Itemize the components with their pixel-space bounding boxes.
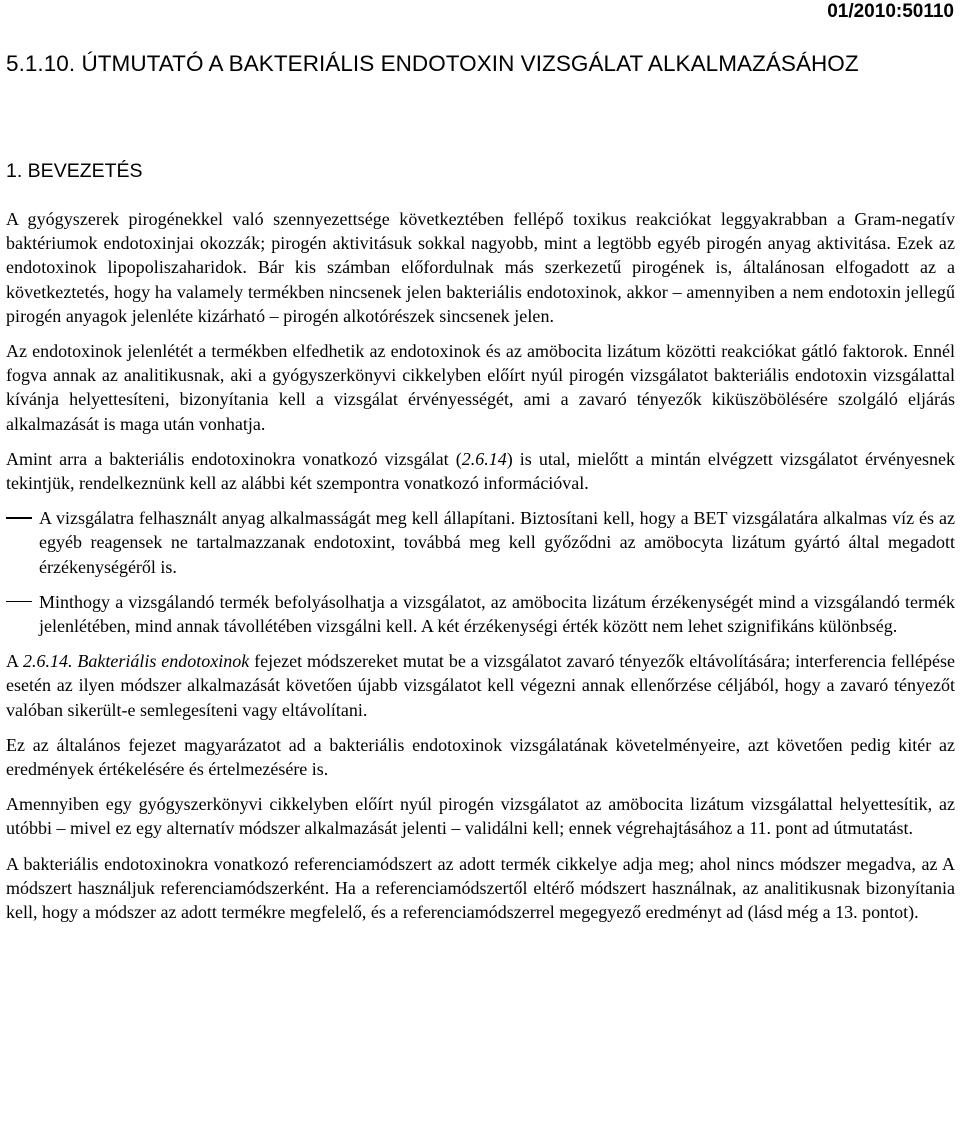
paragraph-methods xyxy=(6,649,955,722)
paragraph-methods-text-1: A xyxy=(6,651,23,672)
paragraph-reference-method: A bakteriális endotoxinokra vonatkozó referenciamódszert az adott termék cikkelye adja meg; ahol nincs módszer megadva, az A módszert használjuk referenciamódszerként. Ha a referenciamódszertől eltérő módszert használnak, az analitikusnak bizonyítania kell, hogy a módszer az adott termékre megfelelő, és a referenciamódszerrel megegyező eredményt ad (lásd még a 13. pontot). xyxy=(6,853,955,923)
chapter-reference: 2.6.14. Bakteriális endotoxinok xyxy=(22,651,250,672)
paragraph-methods-text-2: fejezet módszereket mutat be a vizsgálatot zavaró tényezők eltávolítására; interferencia fellépése esetén az ilyen módszer alkalmazását követően újabb vizsgálatot kell végezni annak ellenőrzése céljából, hogy a zavaró tényezőt valóban sikerült-e semlegesíteni vagy eltávolítani. xyxy=(6,651,955,720)
paragraph-intro: A gyógyszerek pirogénekkel való szennyezettsége következtében fellépő toxikus reakciókat leggyakrabban a Gram-negatív baktériumok endotoxinjai okozzák; pirogén aktivitásuk sokkal nagyobb, mint a legtöbb egyéb pirogén anyag aktivitása. Ezek az endotoxinok lipopoliszaharidok. Bár kis számban előfordulnak más szerkezetű pirogének is, általánosan elfogadott az a következtetés, hogy ha valamely termékben nincsenek jelen bakteriális endotoxinok, akkor – amennyiben a nem endotoxin jellegű pirogén anyagok jelenléte kizárható – pirogén alkotórészek sincsenek jelen. xyxy=(6,209,955,326)
paragraph-requirements xyxy=(6,447,955,495)
page-title: 5.1.10. ÚTMUTATÓ A BAKTERIÁLIS ENDOTOXIN VIZSGÁLAT ALKALMAZÁSÁHOZ xyxy=(6,51,859,76)
dash-bullet-icon xyxy=(6,590,39,638)
list-item xyxy=(6,506,955,579)
list-item xyxy=(6,590,955,638)
section-heading: 1. BEVEZETÉS xyxy=(6,160,143,182)
paragraph-interference: Az endotoxinok jelenlétét a termékben elfedhetik az endotoxinok és az amöbocita lizátum közötti reakciókat gátló faktorok. Ennél fogva annak az analitikusnak, aki a gyógyszerkönyvi cikkelyben előírt nyúl pirogén vizsgálatot bakteriális endotoxin vizsgálattal kívánja helyettesíteni, bizonyítania kell a vizsgálat érvényességét, ami a zavaró tényezők kiküszöbölésére szolgáló eljárás alkalmazását is maga után vonhatja. xyxy=(6,341,955,434)
dash-bullet-icon xyxy=(6,506,39,579)
chapter-reference: 2.6.14 xyxy=(461,448,507,469)
paragraph-requirements-text-1: Amint arra a bakteriális endotoxinokra vonatkozó vizsgálat ( xyxy=(6,448,462,469)
list-item-text: A vizsgálatra felhasznált anyag alkalmasságát meg kell állapítani. Biztosítani kell, hogy a BET vizsgálatára alkalmas víz és az egyéb reagensek ne tartalmazzanak endotoxint, továbbá meg kell győződni az amöbocyta lizátum gyártó által megadott érzékenységéről is. xyxy=(39,508,955,577)
list-item-text: Minthogy a vizsgálandó termék befolyásolhatja a vizsgálatot, az amöbocita lizátum érzékenységét mind a vizsgálandó termék jelenlétében, mind annak távollétében vizsgálni kell. A két érzékenységi érték között nem lehet szignifikáns különbség. xyxy=(39,591,955,637)
paragraph-requirements-text-2: ) is utal, mielőtt a mintán elvégzett vizsgálatot érvényesnek tekintjük, rendelkeznünk kell az alábbi két szempontra vonatkozó információval. xyxy=(6,448,955,494)
paragraph-overview: Ez az általános fejezet magyarázatot ad a bakteriális endotoxinok vizsgálatának követelményeire, azt követően pedig kitér az eredmények értékelésére és értelmezésére is. xyxy=(6,734,955,780)
document-id: 01/2010:50110 xyxy=(827,1,954,22)
paragraph-validation: Amennyiben egy gyógyszerkönyvi cikkelyben előírt nyúl pirogén vizsgálatot az amöbocita lizátum vizsgálattal helyettesítik, az utóbbi – mivel ez egy alternatív módszer alkalmazását jelenti – validálni kell; ennek végrehajtásához a 11. pont ad útmutatást. xyxy=(6,794,955,839)
document-body xyxy=(6,207,955,924)
